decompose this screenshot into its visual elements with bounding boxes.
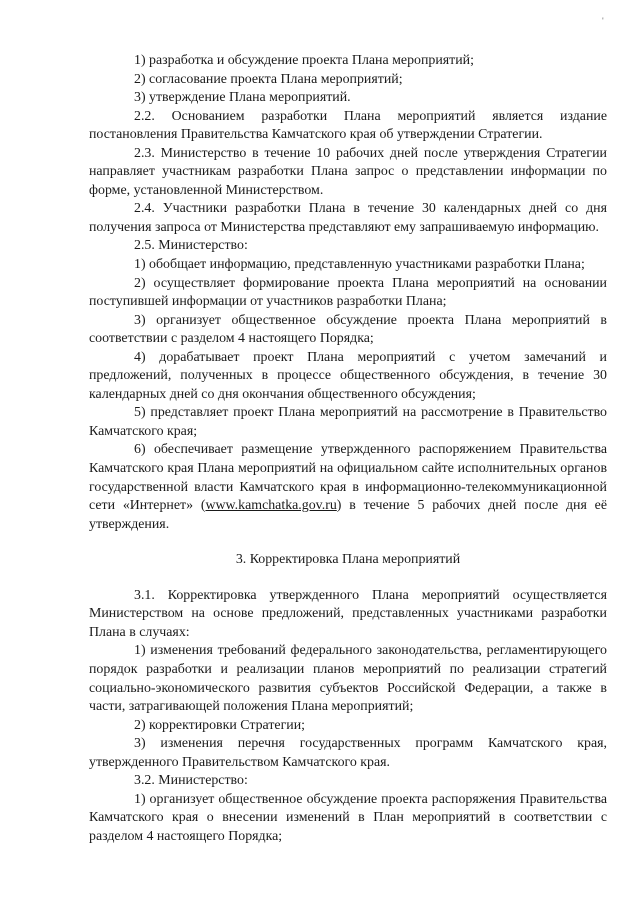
clause-2-5-item-1: 1) обобщает информацию, представленную участниками разработки Плана; [134,257,585,273]
clause-2-5-item-3: 3) организует общественное обсуждение проекта Плана мероприятий в соответствии с разделом 4 настоящего Порядка; [89,312,607,347]
clause-2-4: 2.4. Участники разработки Плана в течение 30 календарных дней со дня получения запроса от Министерства представляют ему запрашиваемую информацию. [89,201,607,235]
clause-2-5-item-6 [89,441,607,534]
document-body [89,52,607,846]
clause-2-5-item-4: 4) дорабатывает проект Плана мероприятий с учетом замечаний и предложений, полученных в процессе общественного обсуждения, в течение 30 календарных дней со дня окончания общественного обсуждения; [89,349,607,402]
list-item-develop: 1) разработка и обсуждение проекта Плана мероприятий; [134,53,474,68]
clause-3-1-item-2: 2) корректировки Стратегии; [134,717,305,733]
website-link[interactable]: www.kamchatka.gov.ru [205,498,337,514]
clause-2-5-item-2: 2) осуществляет формирование проекта Плана мероприятий на основании поступившей информации от участников разработки Плана; [89,275,607,310]
clause-3-2: 3.2. Министерство: [134,773,248,789]
section-heading: 3. Корректировка Плана мероприятий [235,552,461,568]
clause-2-5: 2.5. Министерство: [134,238,248,254]
clause-3-2-item-1: 1) организует общественное обсуждение проекта распоряжения Правительства Камчатского края о внесении изменений в План мероприятий в соответствии с разделом 4 настоящего Порядка; [89,791,607,844]
clause-2-3: 2.3. Министерство в течение 10 рабочих дней после утверждения Стратегии направляет участникам разработки Плана запрос о представлении информации по форме, установленной Министерством. [89,145,607,198]
page-corner-mark: ' [602,16,604,26]
clause-3-1-item-1: 1) изменения требований федерального законодательства, регламентирующего порядок разработки и реализации планов мероприятий по реализации стратегий социально-экономического развития субъектов Российской Федерации, а также в части, затрагивающей положения Плана мероприятий; [89,643,607,715]
clause-3-1-item-3: 3) изменения перечня государственных программ Камчатского края, утвержденного Правительством Камчатского края. [89,736,607,770]
clause-2-5-item-6-tail: ) в течение 5 рабочих дней после дня её утверждения. [89,498,607,532]
clause-2-5-item-6-text: 6) обеспечивает размещение утвержденного распоряжением Правительства Камчатского края Плана мероприятий на официальном сайте исполнительных органов государственной власти Камчатского края в информационно-телекоммуникационной сети «Интернет» ( [89,442,607,514]
list-item-approve-draft: 2) согласование проекта Плана мероприятий; [134,71,403,87]
list-item-approve-plan: 3) утверждение Плана мероприятий. [134,90,351,106]
clause-2-2: 2.2. Основанием разработки Плана мероприятий является издание постановления Правительства Камчатского края об утверждении Стратегии. [89,108,607,143]
clause-3-1: 3.1. Корректировка утвержденного Плана мероприятий осуществляется Министерством на основе предложений, представленных участниками разработки Плана в случаях: [89,587,607,640]
clause-2-5-item-5: 5) представляет проект Плана мероприятий на рассмотрение в Правительство Камчатского края; [89,405,607,439]
